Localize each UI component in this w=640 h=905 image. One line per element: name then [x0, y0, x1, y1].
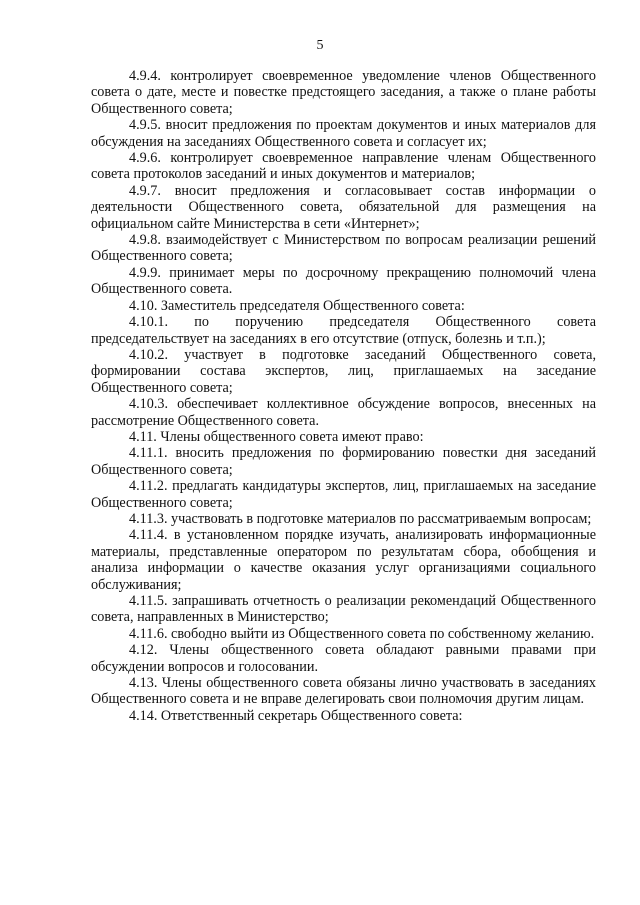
paragraph-4-10-2: 4.10.2. участвует в подготовке заседаний Общественного совета, формировании состава экспертов, лиц, приглашаемых на заседание Общественного совета;	[91, 346, 596, 396]
paragraph-4-11-5: 4.11.5. запрашивать отчетность о реализации рекомендаций Общественного совета, направленных в Министерство;	[91, 593, 596, 626]
paragraph-4-10: 4.10. Заместитель председателя Общественного совета:	[129, 297, 465, 314]
paragraph-4-11-6: 4.11.6. свободно выйти из Общественного совета по собственному желанию.	[129, 625, 595, 642]
paragraph-4-11: 4.11. Члены общественного совета имеют право:	[129, 428, 424, 445]
paragraph-4-13: 4.13. Члены общественного совета обязаны лично участвовать в заседаниях Общественного совета и не вправе делегировать свои полномочия другим лицам.	[91, 675, 596, 708]
paragraph-4-9-6: 4.9.6. контролирует своевременное направление членам Общественного совета протоколов заседаний и иных документов и материалов;	[91, 150, 596, 183]
paragraph-4-9-7: 4.9.7. вносит предложения и согласовывает состав информации о деятельности Общественного совета, обязательной для размещения на официальном сайте Министерства в сети «Интернет»;	[91, 182, 596, 232]
paragraph-4-12: 4.12. Члены общественного совета обладают равными правами при обсуждении вопросов и голосовании.	[91, 642, 596, 675]
paragraph-4-9-9: 4.9.9. принимает меры по досрочному прекращению полномочий члена Общественного совета.	[91, 264, 596, 298]
paragraph-4-11-4: 4.11.4. в установленном порядке изучать, анализировать информационные материалы, представленные оператором по результатам сбора, обобщения и анализа информации о качестве оказания услуг организациями социального обслуживания;	[91, 527, 596, 593]
paragraph-4-9-5: 4.9.5. вносит предложения по проектам документов и иных материалов для обсуждения на заседаниях Общественного совета и согласует их;	[91, 117, 596, 150]
paragraph-4-10-1: 4.10.1. по поручению председателя Общественного совета председательствует на заседаниях в его отсутствие (отпуск, болезнь и т.п.);	[91, 314, 596, 347]
page-number: 5	[316, 38, 324, 53]
paragraph-4-10-3: 4.10.3. обеспечивает коллективное обсуждение вопросов, внесенных на рассмотрение Общественного совета.	[91, 396, 596, 429]
paragraph-4-11-1: 4.11.1. вносить предложения по формированию повестки дня заседаний Общественного совета;	[91, 445, 596, 478]
document-body	[91, 68, 596, 724]
paragraph-4-11-3: 4.11.3. участвовать в подготовке материалов по рассматриваемым вопросам;	[129, 510, 592, 527]
paragraph-4-14: 4.14. Ответственный секретарь Общественного совета:	[129, 707, 463, 724]
paragraph-4-9-4: 4.9.4. контролирует своевременное уведомление членов Общественного совета о дате, месте и повестке предстоящего заседания, а также о плане работы Общественного совета;	[91, 68, 596, 117]
paragraph-4-9-8: 4.9.8. взаимодействует с Министерством по вопросам реализации решений Общественного совета;	[91, 232, 596, 265]
paragraph-4-11-2: 4.11.2. предлагать кандидатуры экспертов, лиц, приглашаемых на заседание Общественного совета;	[91, 478, 596, 511]
